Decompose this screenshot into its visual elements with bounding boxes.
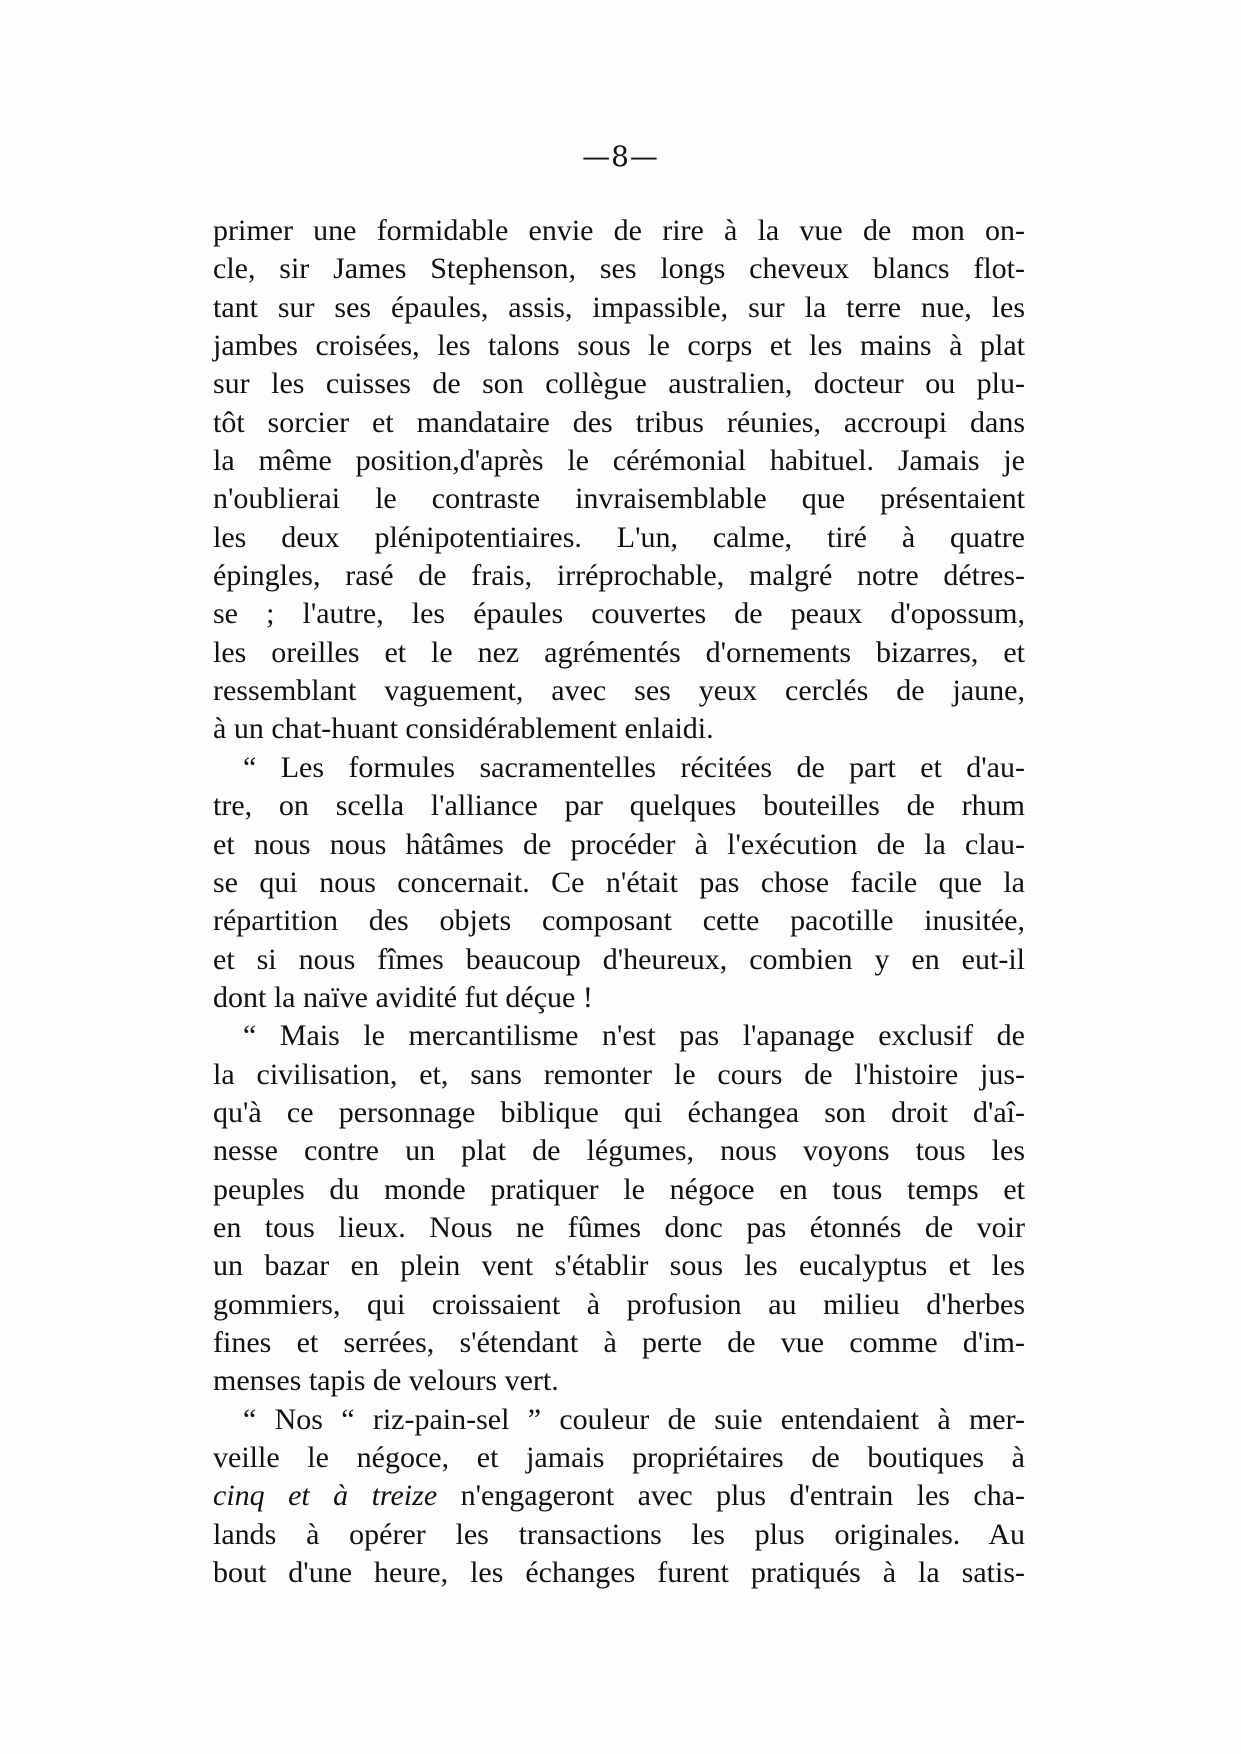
text-line: cle, sir James Stephenson, ses longs cheveux blancs flot- [213,252,1025,286]
text-line: veille le négoce, et jamais propriétaires de boutiques à [213,1441,1025,1474]
text-line: primer une formidable envie de rire à la vue de mon on- [213,214,1025,247]
text-line: “ Les formules sacramentelles récitées de part et d'au- [243,750,1025,784]
text-line: en tous lieux. Nous ne fûmes donc pas étonnés de voir [213,1210,1025,1244]
text-line: à un chat-huant considérablement enlaidi. [213,712,714,746]
text-fragment: n'engageront avec plus d'entrain les cha- [460,1479,1026,1513]
text-line: tôt sorcier et mandataire des tribus réunies, accroupi dans [213,405,1025,439]
italic-phrase: cinq et à treize [213,1479,438,1513]
text-line: lands à opérer les transactions les plus originales. Au [213,1517,1025,1551]
text-line: gommiers, qui croissaient à profusion au milieu d'herbes [213,1287,1025,1321]
text-line: qu'à ce personnage biblique qui échangea son droit d'aî- [213,1095,1025,1129]
text-line: n'oublierai le contraste invraisemblable que présentaient [213,482,1025,516]
text-line: fines et serrées, s'étendant à perte de vue comme d'im- [213,1325,1025,1359]
paragraph [213,749,1025,1017]
text-line: et si nous fîmes beaucoup d'heureux, combien y en eut-il [213,942,1025,976]
text-line: la civilisation, et, sans remonter le cours de l'histoire jus- [213,1057,1025,1091]
text-line-with-italic [213,1477,1025,1515]
paragraph [213,1017,1025,1400]
text-line: “ Nos “ riz-pain-sel ” couleur de suie entendaient à mer- [243,1402,1025,1436]
text-line: tant sur ses épaules, assis, impassible, sur la terre nue, les [213,290,1025,324]
text-line: se qui nous concernait. Ce n'était pas chose facile que la [213,865,1025,899]
paragraph [213,1401,1025,1593]
page-number: —8— [582,140,659,173]
text-line: bout d'une heure, les échanges furent pratiqués à la satis- [213,1556,1025,1590]
text-line: épingles, rasé de frais, irréprochable, malgré notre détres- [213,559,1025,593]
text-line: les deux plénipotentiaires. L'un, calme, tiré à quatre [213,520,1025,554]
text-line: les oreilles et le nez agrémentés d'ornements bizarres, et [213,635,1025,669]
text-line: peuples du monde pratiquer le négoce en tous temps et [213,1172,1025,1206]
text-line: “ Mais le mercantilisme n'est pas l'apanage exclusif de [243,1019,1025,1053]
text-line: la même position,d'après le cérémonial habituel. Jamais je [213,444,1025,478]
text-line: dont la naïve avidité fut déçue ! [213,980,593,1014]
text-line: menses tapis de velours vert. [213,1364,559,1398]
text-line: se ; l'autre, les épaules couvertes de peaux d'opossum, [213,597,1025,631]
text-line: répartition des objets composant cette pacotille inusitée, [213,904,1025,938]
text-line: nesse contre un plat de légumes, nous voyons tous les [213,1134,1025,1168]
paragraph [213,212,1025,749]
text-line: un bazar en plein vent s'établir sous les eucalyptus et les [213,1249,1025,1283]
body-text [213,212,1025,1592]
text-line: jambes croisées, les talons sous le corps et les mains à plat [213,329,1025,363]
text-line: ressemblant vaguement, avec ses yeux cerclés de jaune, [213,674,1025,708]
text-line: sur les cuisses de son collègue australien, docteur ou plu- [213,367,1025,401]
text-line: tre, on scella l'alliance par quelques bouteilles de rhum [213,789,1025,823]
text-line: et nous nous hâtâmes de procéder à l'exécution de la clau- [213,827,1025,861]
